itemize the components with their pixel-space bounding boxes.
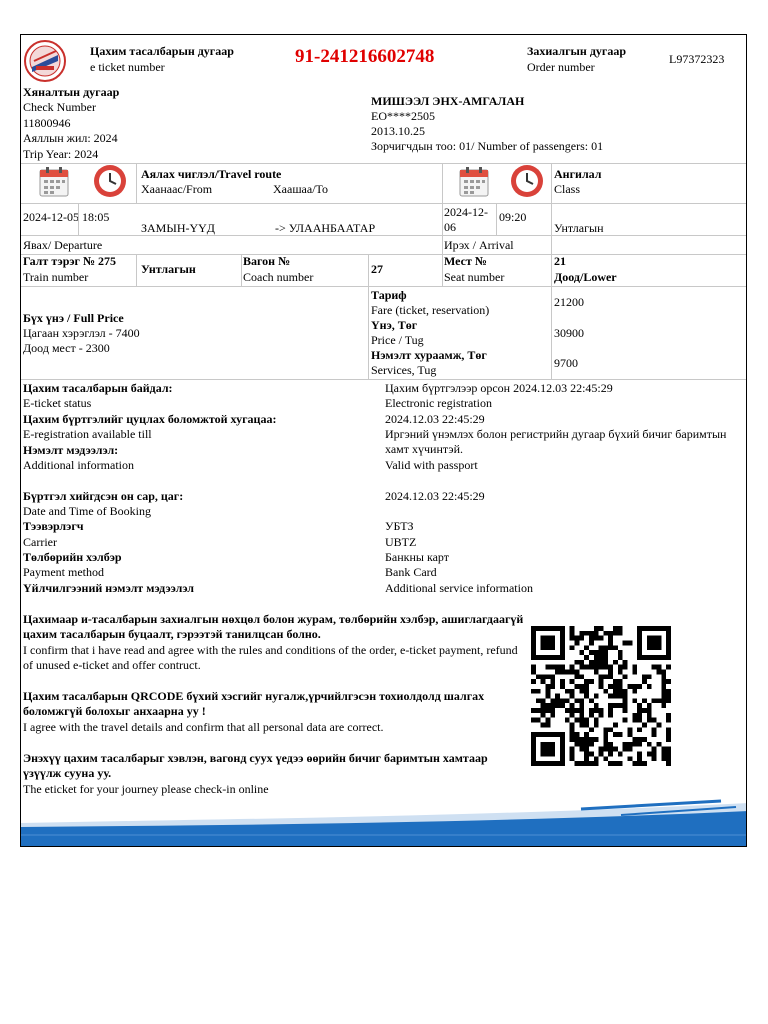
from-station: ЗАМЫН-ҮҮД	[141, 221, 215, 235]
order-label-mn: Захиалгын дугаар	[527, 44, 627, 58]
note-3-en: The eticket for your journey please check-in online	[23, 782, 269, 796]
check-label-mn: Хяналтын дугаар	[23, 85, 120, 99]
services-label-en: Services, Tug	[371, 363, 437, 377]
booking-label-en: Date and Time of Booking	[23, 504, 151, 518]
price-line-2: Доод мест - 2300	[23, 341, 110, 355]
payment-value-en: Bank Card	[385, 565, 437, 579]
carrier-value-mn: УБТЗ	[385, 519, 414, 533]
price-label-mn: Үнэ, Төг	[371, 318, 418, 332]
passenger-document: ЕО****2505	[371, 109, 435, 123]
status-value-mn: Цахим бүртгэлээр орсон 2024.12.03 22:45:29	[385, 381, 613, 395]
booking-value: 2024.12.03 22:45:29	[385, 489, 485, 503]
note-2-mn: Цахим тасалбарын QRCODE бүхий хэсгийг нугалж,үрчийлгэсэн тохиолдолд шалгах боломжгүй болохыг анхаарна уу !	[23, 689, 485, 718]
carrier-label-mn: Тээвэрлэгч	[23, 519, 84, 533]
arrival-time: 09:20	[499, 210, 527, 224]
note-1-en: I confirm that i have read and agree with the rules and conditions of the order, e-ticket payment, refund of unused e-ticket and offer contruct.	[23, 643, 518, 672]
clock-icon	[510, 164, 544, 198]
payment-value-mn: Банкны карт	[385, 550, 450, 564]
booking-label-mn: Бүртгэл хийгдсэн он сар, цаг:	[23, 489, 184, 503]
passenger-count: Зорчигчдын тоо: 01/ Number of passengers: 01	[371, 139, 604, 153]
note-2-en: I agree with the travel details and confirm that all personal data are correct.	[23, 720, 384, 734]
service-label-mn: Үйлчилгээний нэмэлт мэдээлэл	[23, 581, 195, 595]
class-label-mn: Ангилал	[554, 167, 602, 181]
reg-value: 2024.12.03 22:45:29	[385, 412, 485, 426]
coach-label-mn: Вагон №	[243, 254, 291, 268]
eticket-label-mn: Цахим тасалбарын дугаар	[90, 44, 234, 58]
train-label-en: Train number	[23, 270, 89, 284]
route-title: Аялах чиглэл/Travel route	[141, 167, 282, 181]
calendar-icon	[459, 167, 489, 197]
note-3-mn: Энэхүү цахим тасалбарыг хэвлэн, вагонд суух үедээ өөрийн бичиг баримтын хамтаар үзүүлж сууна уу.	[23, 751, 488, 780]
arrival-date-1: 2024-12-	[444, 205, 488, 219]
class-value: Унтлагын	[554, 221, 604, 235]
seat-type: Доод/Lower	[554, 270, 617, 284]
seat-number: 21	[554, 254, 566, 268]
trip-year-en: Trip Year: 2024	[23, 147, 99, 161]
arrival-label: Ирэх / Arrival	[444, 238, 514, 252]
note-1-mn: Цахимаар и-тасалбарын захиалгын нөхцөл болон журам, төлбөрийн хэлбэр, ашиглагдаагүй цахим тасалбарын буцаалт, гэрээтэй танилцсан болно.	[23, 612, 524, 641]
tariff-label-mn: Тариф	[371, 288, 407, 302]
passenger-name: МИШЭЭЛ ЭНХ-АМГАЛАН	[371, 94, 525, 108]
status-label-mn: Цахим тасалбарын байдал:	[23, 381, 173, 395]
full-price-label: Бүх үнэ / Full Price	[23, 311, 124, 325]
class-label-en: Class	[554, 182, 581, 196]
eticket-number: 91-241216602748	[295, 46, 435, 67]
to-station: -> УЛААНБААТАР	[275, 221, 376, 235]
railway-logo	[23, 39, 67, 83]
calendar-icon	[39, 167, 69, 197]
carrier-value-en: UBTZ	[385, 535, 417, 549]
seat-label-en: Seat number	[444, 270, 505, 284]
add-value-en: Valid with passport	[385, 458, 478, 472]
check-label-en: Check Number	[23, 100, 96, 114]
eticket-label-en: e ticket number	[90, 60, 165, 74]
reg-label-en: E-registration available till	[23, 427, 152, 441]
add-label-mn: Нэмэлт мэдээлэл:	[23, 443, 119, 457]
from-label: Хаанаас/From	[141, 182, 213, 196]
arrival-date-2: 06	[444, 220, 456, 234]
carrier-label-en: Carrier	[23, 535, 57, 549]
add-value-mn: Иргэний үнэмлэх болон регистрийн дугаар бүхий бичиг баримтын хамт хүчинтэй.	[385, 427, 727, 456]
departure-label: Явах/ Departure	[23, 238, 103, 252]
tariff-value: 21200	[554, 295, 584, 309]
seat-label-mn: Мест №	[444, 254, 487, 268]
services-label-mn: Нэмэлт хураамж, Төг	[371, 348, 487, 362]
price-line-1: Цагаан хэрэглэл - 7400	[23, 326, 140, 340]
train-label-mn: Галт тэрэг № 275	[23, 254, 117, 268]
e-ticket-document	[20, 34, 747, 847]
price-label-en: Price / Tug	[371, 333, 424, 347]
clock-icon	[93, 164, 127, 198]
tariff-label-en: Fare (ticket, reservation)	[371, 303, 490, 317]
status-label-en: E-ticket status	[23, 396, 92, 410]
coach-number: 27	[371, 262, 383, 276]
departure-date: 2024-12-05	[23, 210, 79, 224]
payment-label-mn: Төлбөрийн хэлбэр	[23, 550, 122, 564]
qr-code	[531, 626, 671, 766]
footer-band	[21, 795, 747, 847]
payment-label-en: Payment method	[23, 565, 104, 579]
price-value: 30900	[554, 326, 584, 340]
services-value: 9700	[554, 356, 578, 370]
service-value-en: Additional service information	[385, 581, 533, 595]
coach-label-en: Coach number	[243, 270, 314, 284]
train-type: Унтлагын	[141, 262, 196, 276]
order-number: L97372323	[669, 52, 725, 66]
check-number: 11800946	[23, 116, 71, 130]
passenger-dob: 2013.10.25	[371, 124, 425, 138]
status-value-en: Electronic registration	[385, 396, 492, 410]
add-label-en: Additional information	[23, 458, 134, 472]
order-label-en: Order number	[527, 60, 595, 74]
reg-label-mn: Цахим бүртгэлийг цуцлах боломжтой хугацаа:	[23, 412, 277, 426]
trip-year-mn: Аяллын жил: 2024	[23, 131, 118, 145]
departure-time: 18:05	[82, 210, 110, 224]
to-label: Хаашаа/To	[273, 182, 329, 196]
